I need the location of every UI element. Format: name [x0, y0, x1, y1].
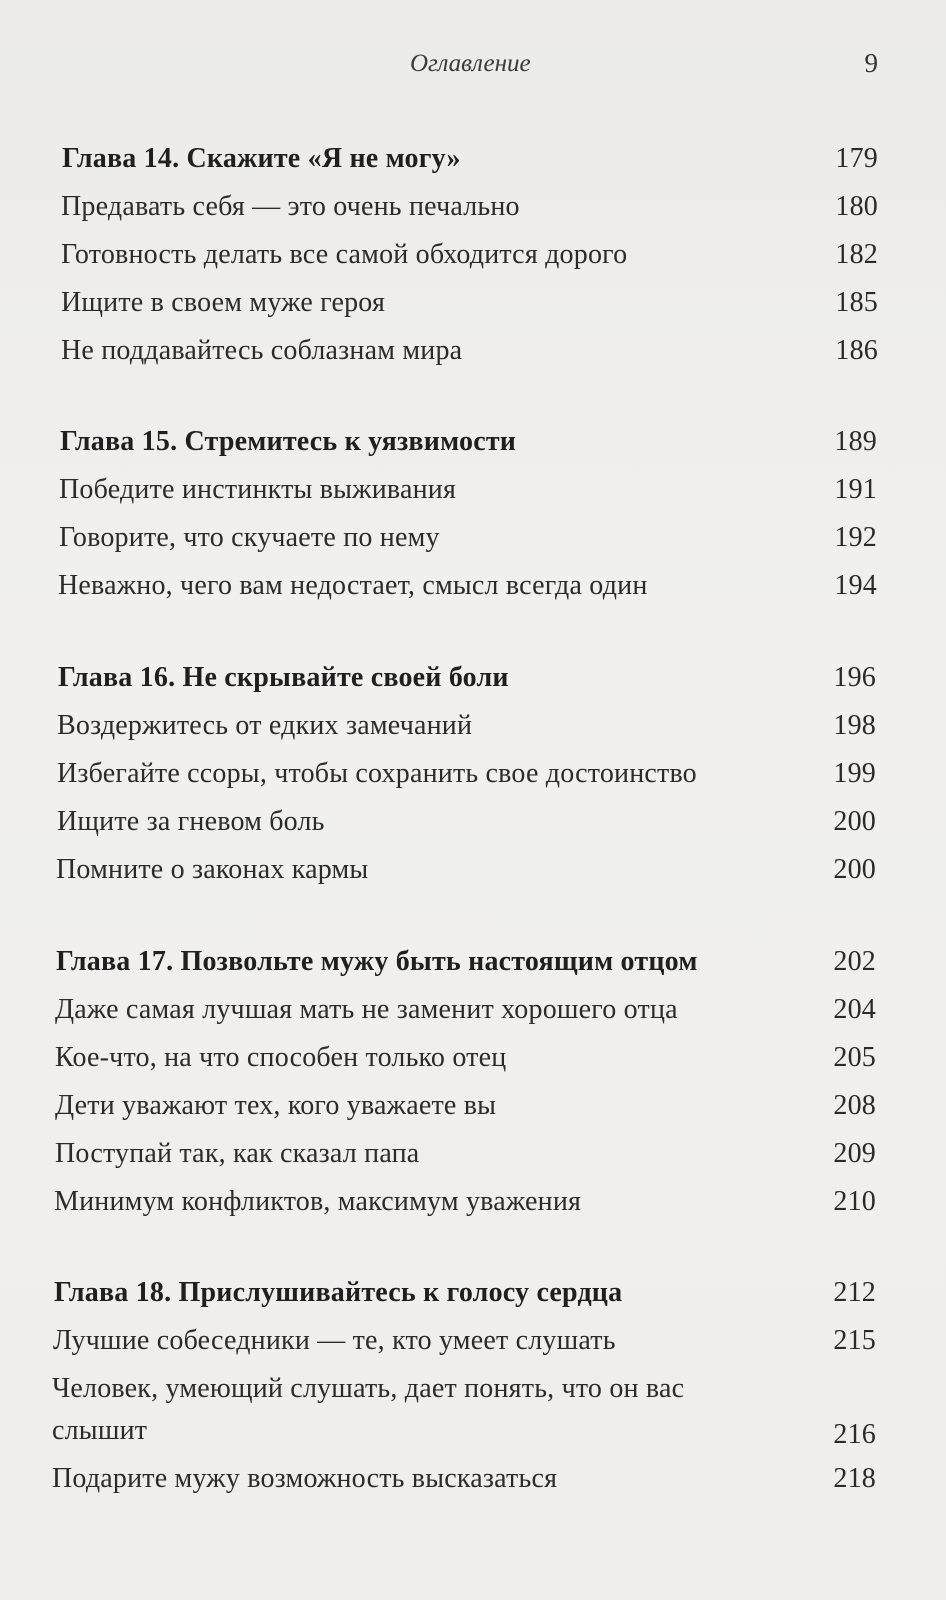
section-page: 200 [833, 854, 876, 885]
chapter-title: Глава 16. Не скрывайте своей боли [58, 662, 509, 693]
section-title: Кое-что, на что способен только отец [55, 1042, 507, 1073]
section-title: Ищите за гневом боль [57, 806, 325, 837]
section-title: Минимум конфликтов, максимум уважения [54, 1186, 582, 1217]
section-row[interactable] [61, 238, 878, 272]
section-page: 216 [833, 1419, 876, 1450]
chapter-page: 196 [833, 662, 876, 693]
section-page: 204 [833, 994, 876, 1025]
section-row[interactable] [61, 190, 878, 224]
chapter-title: Глава 15. Стремитесь к уязвимости [60, 426, 517, 457]
section-row[interactable] [54, 1185, 876, 1219]
section-row[interactable] [61, 286, 878, 320]
chapter-title: Глава 14. Скажите «Я не могу» [62, 143, 461, 174]
section-title: Избегайте ссоры, чтобы сохранить свое достоинство [57, 758, 697, 789]
chapter-17-row[interactable] [56, 945, 876, 979]
section-title: Готовность делать все самой обходится дорого [61, 239, 628, 270]
section-row[interactable] [53, 1324, 876, 1358]
section-page: 185 [835, 287, 878, 318]
section-page: 215 [833, 1325, 876, 1356]
section-page: 191 [834, 474, 877, 505]
section-row[interactable] [55, 993, 876, 1027]
section-row[interactable] [55, 1089, 876, 1123]
chapter-16-row[interactable] [58, 661, 876, 695]
section-row[interactable] [59, 473, 877, 507]
section-title: Воздержитесь от едких замечаний [57, 710, 473, 741]
section-page: 186 [835, 335, 878, 366]
section-title: Лучшие собеседники — те, кто умеет слушать [53, 1325, 616, 1356]
section-row[interactable] [57, 805, 876, 839]
section-title: Победите инстинкты выживания [59, 474, 457, 505]
section-title: Даже самая лучшая мать не заменит хорошего отца [55, 994, 678, 1025]
section-row[interactable] [58, 569, 877, 603]
section-row[interactable] [57, 709, 876, 743]
section-row[interactable] [52, 1368, 876, 1452]
section-row[interactable] [55, 1137, 876, 1171]
chapter-title: Глава 18. Прислушивайтесь к голосу сердца [54, 1277, 623, 1308]
section-row[interactable] [59, 521, 877, 555]
section-page: 198 [833, 710, 876, 741]
section-title: Подарите мужу возможность высказаться [52, 1463, 558, 1494]
section-title: Предавать себя — это очень печально [61, 191, 520, 222]
section-row[interactable] [57, 757, 876, 791]
chapter-18-row[interactable] [54, 1276, 876, 1310]
section-title: Помните о законах кармы [56, 854, 369, 885]
section-row[interactable] [61, 334, 878, 368]
section-title: Неважно, чего вам недостает, смысл всегда один [58, 570, 648, 601]
section-row[interactable] [56, 853, 876, 887]
section-title: Не поддавайтесь соблазнам мира [61, 335, 463, 366]
section-title: Поступай так, как сказал папа [55, 1138, 420, 1169]
section-page: 210 [833, 1186, 876, 1217]
chapter-page: 212 [833, 1277, 876, 1308]
section-page: 199 [833, 758, 876, 789]
section-page: 205 [833, 1042, 876, 1073]
section-page: 208 [833, 1090, 876, 1121]
chapter-page: 189 [834, 426, 877, 457]
section-page: 209 [833, 1138, 876, 1169]
page-number: 9 [864, 48, 878, 78]
section-row[interactable] [55, 1041, 876, 1075]
chapter-15-row[interactable] [60, 425, 877, 459]
section-title: Человек, умеющий слушать, дает понять, что он вас слышит [52, 1373, 685, 1446]
section-page: 192 [834, 522, 877, 553]
section-page: 218 [833, 1463, 876, 1494]
chapter-page: 179 [835, 143, 878, 174]
chapter-14-row[interactable] [62, 142, 878, 176]
section-title: Говорите, что скучаете по нему [59, 522, 440, 553]
section-row[interactable] [52, 1462, 876, 1496]
chapter-page: 202 [833, 946, 876, 977]
header-title: Оглавление [410, 50, 531, 77]
section-title: Ищите в своем муже героя [61, 287, 386, 318]
section-title: Дети уважают тех, кого уважаете вы [55, 1090, 497, 1121]
section-page: 200 [833, 806, 876, 837]
section-page: 182 [835, 239, 878, 270]
section-page: 194 [834, 570, 877, 601]
section-page: 180 [835, 191, 878, 222]
chapter-title: Глава 17. Позвольте мужу быть настоящим отцом [56, 946, 698, 977]
